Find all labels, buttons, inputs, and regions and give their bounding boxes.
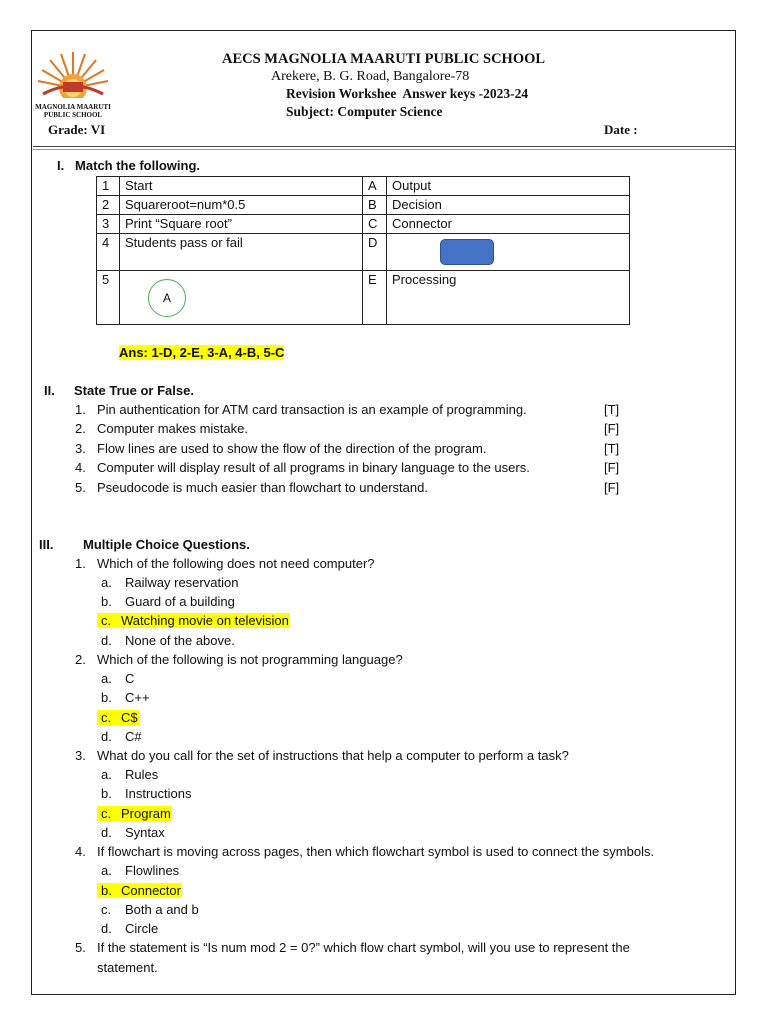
option-text: Circle <box>125 921 159 936</box>
tf-num: 3. <box>75 441 86 456</box>
option-letter: b. <box>101 883 112 898</box>
option-letter: c. <box>101 710 112 725</box>
row-left: Start <box>120 177 363 196</box>
row-left-shape <box>120 271 363 325</box>
logo-text: MAGNOLIA MAARUTI PUBLIC SCHOOL <box>35 103 111 119</box>
row-num: 3 <box>97 215 120 234</box>
question-num: 2. <box>75 652 86 667</box>
option-letter: d. <box>101 729 112 744</box>
option-correct-highlight <box>97 710 139 725</box>
school-address: Arekere, B. G. Road, Bangalore-78 <box>271 69 470 84</box>
row-right: Processing <box>387 271 630 325</box>
option-letter: c. <box>101 613 112 628</box>
row-left: Print “Square root” <box>120 215 363 234</box>
header-rule <box>33 146 735 147</box>
tf-num: 2. <box>75 421 86 436</box>
table-row <box>97 177 630 196</box>
worksheet-title: Revision Workshee Answer keys -2023-24 <box>286 86 529 101</box>
option-text: C# <box>125 729 142 744</box>
question-text: If the statement is “Is num mod 2 = 0?” which flow chart symbol, will you use to represent the <box>97 940 630 955</box>
date-label: Date : <box>604 122 638 137</box>
table-row <box>97 271 630 325</box>
option-text: C++ <box>125 690 150 705</box>
section-3-numeral: III. <box>39 537 54 552</box>
option-letter: a. <box>101 863 112 878</box>
row-num: 1 <box>97 177 120 196</box>
option-letter: c. <box>101 806 112 821</box>
option-text: Syntax <box>125 825 165 840</box>
row-num: 2 <box>97 196 120 215</box>
option-text: Railway reservation <box>125 575 239 590</box>
option-letter: b. <box>101 786 112 801</box>
option-correct-highlight <box>97 613 290 628</box>
header-rule-secondary <box>33 149 735 150</box>
option-text: C <box>125 671 135 686</box>
option-text: Instructions <box>125 786 192 801</box>
question-text: What do you call for the set of instructions that help a computer to perform a task? <box>97 748 569 763</box>
table-row <box>97 215 630 234</box>
question-text: If flowchart is moving across pages, then which flowchart symbol is used to connect the symbols. <box>97 844 655 859</box>
question-text: Which of the following does not need computer? <box>97 556 375 571</box>
tf-answer: [F] <box>604 460 620 475</box>
table-row <box>97 234 630 271</box>
row-right: Connector <box>387 215 630 234</box>
tf-text: Flow lines are used to show the flow of the direction of the program. <box>97 441 487 456</box>
tf-answer: [F] <box>604 480 620 495</box>
question-text: Which of the following is not programming language? <box>97 652 403 667</box>
option-letter: a. <box>101 767 112 782</box>
section-1-title: I. Match the following. <box>57 158 200 173</box>
option-letter: d. <box>101 825 112 840</box>
section-2-title: State True or False. <box>74 383 194 398</box>
option-letter: a. <box>101 671 112 686</box>
option-text: Flowlines <box>125 863 180 878</box>
circle-label: A <box>162 291 171 305</box>
option-letter: b. <box>101 594 112 609</box>
tf-text: Pin authentication for ATM card transaction is an example of programming. <box>97 402 527 417</box>
section-3-title: Multiple Choice Questions. <box>83 537 250 552</box>
row-right: Output <box>387 177 630 196</box>
question-num: 4. <box>75 844 86 859</box>
table-row <box>97 196 630 215</box>
row-letter: C <box>363 215 387 234</box>
question-num: 5. <box>75 940 86 955</box>
option-correct-highlight <box>97 883 182 898</box>
option-letter: b. <box>101 690 112 705</box>
grade-label: Grade: VI <box>48 122 106 137</box>
row-left: Students pass or fail <box>120 234 363 271</box>
row-letter: A <box>363 177 387 196</box>
option-text: Rules <box>125 767 159 782</box>
row-left: Squareroot=num*0.5 <box>120 196 363 215</box>
school-name: AECS MAGNOLIA MAARUTI PUBLIC SCHOOL <box>222 51 546 67</box>
option-text: None of the above. <box>125 633 235 648</box>
option-letter: c. <box>101 902 112 917</box>
question-text-continued: statement. <box>97 960 158 975</box>
match-table <box>96 176 630 325</box>
subject-line: Subject: Computer Science <box>286 104 443 119</box>
row-letter: B <box>363 196 387 215</box>
question-num: 3. <box>75 748 86 763</box>
row-num: 4 <box>97 234 120 271</box>
tf-num: 5. <box>75 480 86 495</box>
option-text: Both a and b <box>125 902 199 917</box>
section-1-answer: Ans: 1-D, 2-E, 3-A, 4-B, 5-C <box>119 345 285 360</box>
row-letter: E <box>363 271 387 325</box>
tf-text: Pseudocode is much easier than flowchart to understand. <box>97 480 428 495</box>
option-text: Guard of a building <box>125 594 235 609</box>
process-box-shape <box>440 239 494 265</box>
question-num: 1. <box>75 556 86 571</box>
tf-answer: [T] <box>604 441 620 456</box>
tf-answer: [T] <box>604 402 620 417</box>
option-text: Connector <box>121 883 181 898</box>
tf-text: Computer makes mistake. <box>97 421 248 436</box>
option-text: C$ <box>121 710 138 725</box>
option-letter: d. <box>101 633 112 648</box>
tf-num: 4. <box>75 460 86 475</box>
row-right-shape <box>387 234 630 271</box>
tf-text: Computer will display result of all programs in binary language to the users. <box>97 460 530 475</box>
row-letter: D <box>363 234 387 271</box>
row-num: 5 <box>97 271 120 325</box>
option-text: Watching movie on television <box>121 613 289 628</box>
connector-circle-shape <box>148 279 186 317</box>
option-letter: d. <box>101 921 112 936</box>
section-2-numeral: II. <box>44 383 55 398</box>
row-right: Decision <box>387 196 630 215</box>
tf-answer: [F] <box>604 421 620 436</box>
tf-num: 1. <box>75 402 86 417</box>
school-logo <box>33 48 113 118</box>
option-letter: a. <box>101 575 112 590</box>
option-correct-highlight <box>97 806 172 821</box>
option-text: Program <box>121 806 171 821</box>
